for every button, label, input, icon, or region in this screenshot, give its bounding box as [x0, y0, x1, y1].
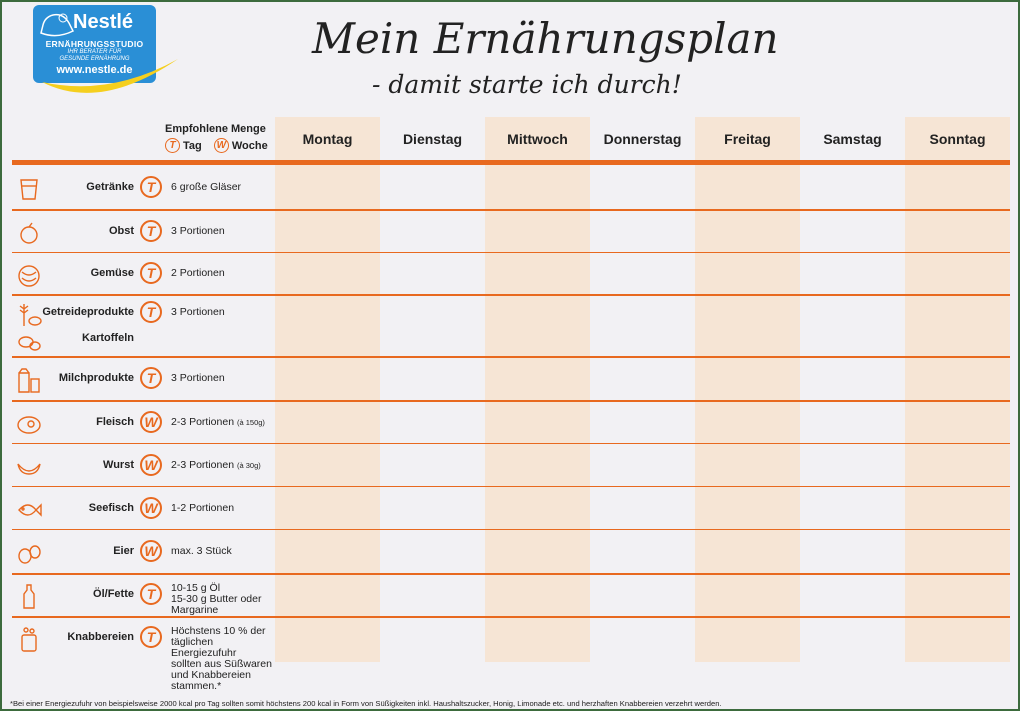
sausage-icon [16, 454, 42, 480]
food-label: Öl/Fette [93, 588, 134, 600]
day-column[interactable] [590, 117, 695, 662]
food-row [12, 356, 272, 400]
potato-icon [16, 327, 42, 353]
recommended-amount [171, 417, 265, 428]
food-row [12, 573, 272, 616]
food-label: Obst [108, 225, 134, 237]
amount-text: 3 Portionen [171, 372, 225, 384]
legend [165, 123, 268, 153]
recommended-amount [171, 503, 234, 514]
day-column[interactable] [800, 117, 905, 662]
frequency-badge: T [140, 220, 162, 242]
amount-text: 10-15 g Öl [171, 582, 221, 594]
amount-text: 3 Portionen [171, 306, 225, 318]
woche-badge-icon: W [214, 138, 229, 153]
food-label: Wurst [103, 459, 134, 471]
logo-studio: ERNÄHRUNGSSTUDIO [45, 39, 144, 49]
milk-icon [16, 367, 42, 393]
oil-bottle-icon [16, 583, 42, 609]
amount-text: stammen.* [171, 680, 222, 692]
food-label: Kartoffeln [82, 332, 134, 344]
food-row [12, 616, 272, 692]
recommended-amount [171, 460, 261, 471]
egg-icon [16, 540, 42, 566]
day-header: Dienstag [402, 131, 463, 147]
amount-text: sollten aus Süßwaren [171, 658, 272, 670]
recommended-amount [171, 226, 225, 237]
food-label: Seefisch [88, 502, 134, 514]
day-column[interactable] [485, 117, 590, 662]
frequency-badge: T [140, 583, 162, 605]
frequency-badge: W [140, 454, 162, 476]
food-label: Getränke [86, 181, 134, 193]
food-label: Eier [113, 545, 134, 557]
food-row [12, 443, 272, 486]
food-row [12, 252, 272, 294]
food-label: Milchprodukte [58, 372, 134, 384]
page-subtitle: - damit starte ich durch! [372, 70, 682, 99]
frequency-badge: T [140, 176, 162, 198]
apple-icon [16, 220, 42, 246]
amount-text: 3 Portionen [171, 225, 225, 237]
cabbage-icon [16, 262, 42, 288]
recommended-amount [171, 182, 241, 193]
day-column[interactable] [275, 117, 380, 662]
frequency-badge: T [140, 301, 162, 323]
frequency-badge: T [140, 626, 162, 648]
nest-bird-icon [39, 9, 75, 37]
frequency-badge: W [140, 540, 162, 562]
day-column[interactable] [695, 117, 800, 662]
recommended-amount [171, 546, 232, 557]
day-header: Freitag [724, 131, 771, 147]
amount-text: 2-3 Portionen [171, 459, 235, 471]
amount-note: (à 30g) [236, 461, 261, 470]
food-label: Getreideprodukte [42, 306, 134, 318]
swoosh-decoration [40, 57, 180, 102]
recommended-amount [171, 373, 225, 384]
day-header: Samstag [823, 131, 882, 147]
amount-text: max. 3 Stück [171, 545, 232, 557]
amount-text: und Knabbereien [171, 669, 251, 681]
food-row [12, 529, 272, 573]
day-header: Donnerstag [603, 131, 682, 147]
meat-icon [16, 411, 42, 437]
frequency-badge: W [140, 411, 162, 433]
amount-text: Höchstens 10 % der [171, 625, 266, 637]
food-row [12, 209, 272, 252]
logo-url[interactable]: www.nestle.de [56, 64, 133, 76]
legend-heading: Empfohlene Menge [165, 123, 266, 135]
amount-text: 6 große Gläser [171, 181, 242, 193]
food-label: Fleisch [96, 416, 134, 428]
frequency-badge: T [140, 367, 162, 389]
legend-woche: Woche [231, 139, 268, 152]
day-column[interactable] [905, 117, 1010, 662]
logo-brand: Nestlé [73, 11, 134, 33]
fish-icon [16, 497, 42, 523]
frequency-badge: W [140, 497, 162, 519]
recommended-amount [171, 583, 261, 616]
recommended-amount [171, 268, 225, 279]
page-title: Mein Ernährungsplan [312, 14, 779, 63]
food-row [12, 165, 272, 209]
amount-note: (à 150g) [236, 418, 265, 427]
amount-text: 1-2 Portionen [171, 502, 235, 514]
food-label: Knabbereien [67, 631, 134, 643]
recommended-amount [171, 626, 272, 692]
logo-tagline: GESUNDE ERNÄHRUNG [59, 56, 130, 62]
food-label: Gemüse [90, 267, 134, 279]
glass-icon [16, 176, 42, 202]
day-header: Mittwoch [507, 131, 568, 147]
logo-tagline: IHR BERATER FÜR [67, 49, 122, 55]
amount-text: täglichen Energiezufuhr [171, 636, 237, 659]
day-header: Montag [302, 131, 353, 147]
grain-icon [16, 301, 42, 327]
food-row [12, 400, 272, 443]
amount-text: 15-30 g Butter oder [171, 593, 262, 605]
day-header: Sonntag [929, 131, 986, 147]
frequency-badge: T [140, 262, 162, 284]
day-column[interactable] [380, 117, 485, 662]
legend-tag: Tag [183, 139, 202, 152]
recommended-amount [171, 307, 225, 318]
footnote: *Bei einer Energiezufuhr von beispielsweise 2000 kcal pro Tag sollten somit höchstens 200 kcal in Form von Süßigkeiten inkl. Haushaltszucker, Honig, Limonade etc. und herzhaften Knabbereien verzehrt werden. [10, 699, 722, 708]
food-row [12, 294, 272, 356]
food-row [12, 486, 272, 529]
tag-badge-icon: T [165, 138, 180, 153]
amount-text: Margarine [171, 604, 219, 616]
amount-text: 2-3 Portionen [171, 416, 235, 428]
snack-icon [16, 626, 42, 652]
amount-text: 2 Portionen [171, 267, 225, 279]
